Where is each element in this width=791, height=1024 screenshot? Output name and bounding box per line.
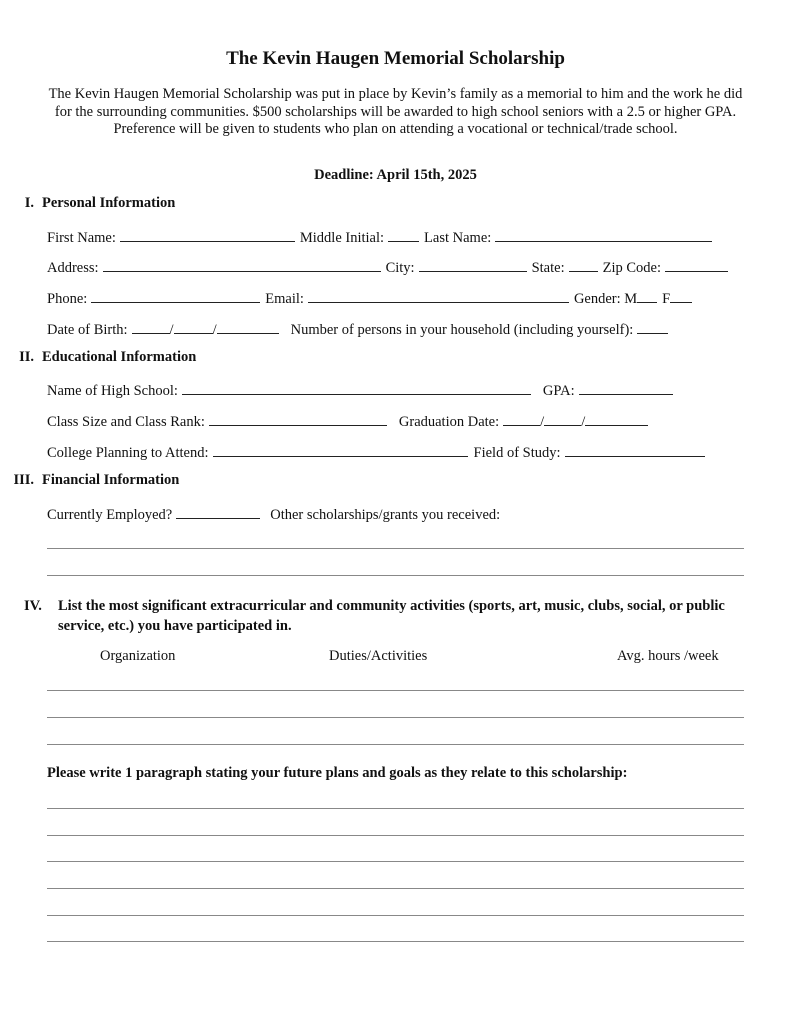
form-title: The Kevin Haugen Memorial Scholarship xyxy=(226,48,565,69)
row-dob xyxy=(47,319,673,339)
household-field[interactable] xyxy=(637,319,668,334)
first-name-label: First Name: xyxy=(47,230,116,246)
slash: / xyxy=(581,414,586,430)
row-address xyxy=(47,257,733,277)
middle-initial-field[interactable] xyxy=(388,227,419,242)
address-label: Address: xyxy=(47,260,99,276)
essay-prompt: Please write 1 paragraph stating your future plans and goals as they relate to this scholarship: xyxy=(47,765,628,781)
class-size-label: Class Size and Class Rank: xyxy=(47,414,205,430)
gpa-label: GPA: xyxy=(542,383,575,399)
slash: / xyxy=(169,322,174,338)
section-number: III. xyxy=(13,472,34,488)
row-contact xyxy=(47,288,697,308)
gender-f-label: F xyxy=(662,291,671,307)
section-title: Personal Information xyxy=(42,195,176,211)
first-name-field[interactable] xyxy=(120,227,295,242)
gender-m-field[interactable] xyxy=(637,288,657,303)
other-scholarships-label: Other scholarships/grants you received: xyxy=(270,507,501,523)
deadline: Deadline: April 15th, 2025 xyxy=(314,167,477,183)
grad-year-field[interactable] xyxy=(585,411,648,426)
section-number: IV. xyxy=(24,598,42,614)
row-class xyxy=(47,411,653,431)
other-scholarships-line[interactable] xyxy=(47,548,744,549)
row-high-school xyxy=(47,380,678,400)
gender-label: Gender: M xyxy=(573,291,638,307)
row-name xyxy=(47,227,717,247)
essay-line[interactable] xyxy=(47,835,744,836)
high-school-label: Name of High School: xyxy=(47,383,178,399)
slash: / xyxy=(540,414,545,430)
grad-month-field[interactable] xyxy=(503,411,540,426)
state-field[interactable] xyxy=(569,257,598,272)
college-label: College Planning to Attend: xyxy=(47,445,209,461)
section-number: II. xyxy=(19,349,34,365)
activity-line[interactable] xyxy=(47,690,744,691)
email-label: Email: xyxy=(265,291,304,307)
essay-line[interactable] xyxy=(47,808,744,809)
state-label: State: xyxy=(531,260,565,276)
slash: / xyxy=(212,322,217,338)
grad-day-field[interactable] xyxy=(544,411,581,426)
employed-field[interactable] xyxy=(176,504,260,519)
address-field[interactable] xyxy=(103,257,381,272)
middle-initial-label: Middle Initial: xyxy=(299,230,385,246)
section-title: Educational Information xyxy=(42,349,197,365)
column-hours: Avg. hours /week xyxy=(617,648,719,664)
section-activities-heading xyxy=(24,596,744,636)
section-title: List the most significant extracurricular and community activities (sports, art, music, clubs, social, or public service, etc.) you have participated in. xyxy=(58,598,725,634)
row-employment xyxy=(47,504,500,524)
dob-day-field[interactable] xyxy=(174,319,213,334)
section-education-heading xyxy=(0,349,196,366)
gpa-field[interactable] xyxy=(579,380,673,395)
activity-line[interactable] xyxy=(47,717,744,718)
household-label: Number of persons in your household (including yourself): xyxy=(290,322,634,338)
employed-label: Currently Employed? xyxy=(47,507,173,523)
other-scholarships-line[interactable] xyxy=(47,575,744,576)
city-label: City: xyxy=(385,260,415,276)
section-personal-heading xyxy=(0,195,175,212)
activity-line[interactable] xyxy=(47,744,744,745)
dob-month-field[interactable] xyxy=(132,319,170,334)
section-title: Financial Information xyxy=(42,472,180,488)
phone-label: Phone: xyxy=(47,291,88,307)
dob-year-field[interactable] xyxy=(217,319,279,334)
field-of-study-label: Field of Study: xyxy=(473,445,561,461)
row-college xyxy=(47,442,710,462)
intro-paragraph: The Kevin Haugen Memorial Scholarship was put in place by Kevin’s family as a memorial to him and the work he did for the surrounding communities. $500 scholarships will be awarded to high school seniors with a 2.5 or higher GPA. Preference will be given to students who plan on attending a vocational or technical/trade school. xyxy=(48,86,743,138)
section-financial-heading xyxy=(0,472,179,489)
grad-date-label: Graduation Date: xyxy=(398,414,500,430)
column-organization: Organization xyxy=(100,648,176,664)
email-field[interactable] xyxy=(308,288,569,303)
high-school-field[interactable] xyxy=(182,380,531,395)
college-field[interactable] xyxy=(213,442,468,457)
city-field[interactable] xyxy=(419,257,527,272)
last-name-label: Last Name: xyxy=(424,230,492,246)
dob-label: Date of Birth: xyxy=(47,322,128,338)
column-duties: Duties/Activities xyxy=(329,648,428,664)
class-size-field[interactable] xyxy=(209,411,387,426)
zip-field[interactable] xyxy=(665,257,728,272)
zip-label: Zip Code: xyxy=(602,260,662,276)
gender-f-field[interactable] xyxy=(670,288,692,303)
essay-line[interactable] xyxy=(47,941,744,942)
essay-line[interactable] xyxy=(47,861,744,862)
essay-line[interactable] xyxy=(47,888,744,889)
last-name-field[interactable] xyxy=(495,227,712,242)
section-number: I. xyxy=(24,195,34,211)
field-of-study-field[interactable] xyxy=(565,442,705,457)
phone-field[interactable] xyxy=(91,288,260,303)
essay-line[interactable] xyxy=(47,915,744,916)
